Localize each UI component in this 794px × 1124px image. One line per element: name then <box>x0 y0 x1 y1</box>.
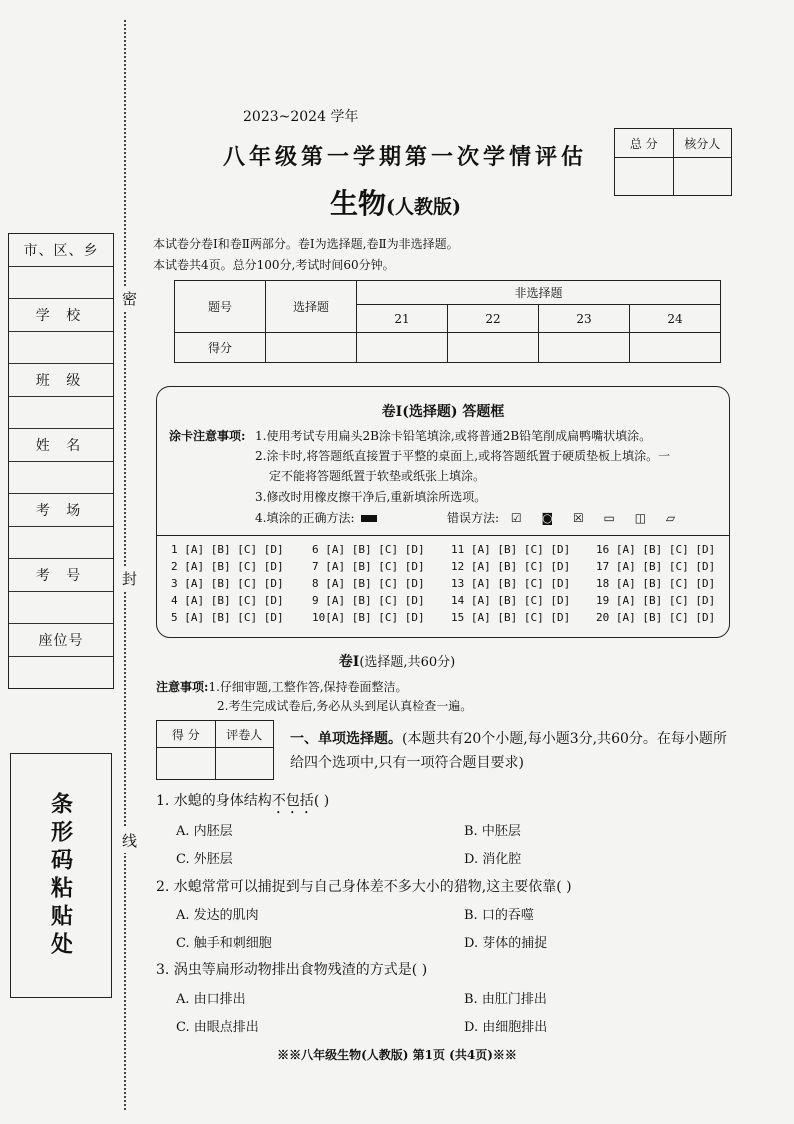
answer-row[interactable]: 3 [A] [B] [C] [D] <box>171 577 284 590</box>
q2-option-a[interactable]: A. 发达的肌肉 <box>176 908 259 923</box>
question-2-stem: 2. 水螅常常可以捕捉到与自己身体差不多大小的猎物,这主要依靠( ) <box>156 879 572 895</box>
total-score-cell[interactable] <box>615 158 674 195</box>
field-school-blank[interactable] <box>9 332 113 365</box>
answer-note-1: 1.使用考试专用扁头2B涂卡铅笔填涂,或将普通2B铅笔削成扁鸭嘴状填涂。 <box>255 429 652 443</box>
answer-row[interactable]: 17 [A] [B] [C] [D] <box>596 560 716 573</box>
field-room-blank[interactable] <box>9 527 113 560</box>
answer-row[interactable]: 13 [A] [B] [C] [D] <box>451 577 571 590</box>
field-district-blank[interactable] <box>9 267 113 300</box>
q3-option-c[interactable]: C. 由眼点排出 <box>176 1020 259 1035</box>
intro-line-1: 本试卷分卷Ⅰ和卷Ⅱ两部分。卷Ⅰ为选择题,卷Ⅱ为非选择题。 <box>153 237 459 251</box>
score-table-xuanze: 选择题 <box>266 281 357 333</box>
answer-row[interactable]: 9 [A] [B] [C] [D] <box>312 594 425 607</box>
part-one-desc: (本题共有20个小题,每小题3分,共60分。在每小题所给四个选项中,只有一项符合题目要求) <box>290 731 727 771</box>
q1-stem-b: ( ) <box>313 793 330 809</box>
answer-row[interactable]: 7 [A] [B] [C] [D] <box>312 560 425 573</box>
barcode-label: 条形码粘贴处 <box>47 791 74 960</box>
score-cell-xuanze[interactable] <box>266 333 357 363</box>
mark-score-cell[interactable] <box>157 748 216 779</box>
subject-title <box>330 182 461 222</box>
answer-row[interactable]: 15 [A] [B] [C] [D] <box>451 611 571 624</box>
answer-row[interactable]: 11 [A] [B] [C] [D] <box>451 543 571 556</box>
binding-line <box>124 20 126 1110</box>
q2-option-d[interactable]: D. 芽体的捕捉 <box>464 936 548 951</box>
binding-word-mi: 密 <box>122 286 137 311</box>
score-table-col-22: 22 <box>448 305 539 333</box>
partial-fill-icon: ◫ <box>634 511 647 525</box>
score-cell-22[interactable] <box>448 333 539 363</box>
attention-line-1 <box>156 678 408 695</box>
field-room: 考 场 <box>9 494 113 527</box>
part-one-title: 一、单项选择题。 <box>290 731 402 747</box>
answer-row[interactable]: 4 [A] [B] [C] [D] <box>171 594 284 607</box>
q1-option-a[interactable]: A. 内胚层 <box>176 824 233 839</box>
binding-word-feng: 封 <box>122 566 137 591</box>
answer-box-title: 卷Ⅰ(选择题) 答题框 <box>381 404 505 420</box>
answer-row[interactable]: 12 [A] [B] [C] [D] <box>451 560 571 573</box>
wrong-methods <box>447 509 691 526</box>
subject-name: 生物 <box>330 187 387 220</box>
q1-option-d[interactable]: D. 消化腔 <box>464 852 522 867</box>
attention-note-1: 1.仔细审题,工整作答,保持卷面整洁。 <box>208 680 408 694</box>
mark-marker-cell[interactable] <box>216 748 274 779</box>
answer-row[interactable]: 20 [A] [B] [C] [D] <box>596 611 716 624</box>
answer-row[interactable]: 14 [A] [B] [C] [D] <box>451 594 571 607</box>
score-table-feixuanze: 非选择题 <box>357 281 721 305</box>
field-school: 学 校 <box>9 299 113 332</box>
answer-column-3 <box>451 543 591 628</box>
checker-cell[interactable] <box>674 158 732 195</box>
field-district: 市、区、乡 <box>9 234 113 267</box>
score-table-defen: 得分 <box>175 333 266 363</box>
page-footer: ※※八年级生物(人教版) 第1页 (共4页)※※ <box>277 1048 517 1062</box>
q3-option-d[interactable]: D. 由细胞排出 <box>464 1020 548 1035</box>
school-year: 2023~2024 学年 <box>243 109 359 125</box>
q2-option-b[interactable]: B. 口的吞噬 <box>464 908 534 923</box>
barcode-area <box>10 753 112 998</box>
total-score-label: 总 分 <box>615 129 674 157</box>
section-title: 卷Ⅰ <box>338 654 360 670</box>
answer-note-label: 涂卡注意事项: <box>169 429 246 443</box>
answer-box <box>156 386 730 638</box>
line-box-icon: ▭ <box>603 511 615 525</box>
binding-word-xian: 线 <box>122 828 137 853</box>
q3-option-b[interactable]: B. 由肛门排出 <box>464 992 547 1007</box>
question-1-stem <box>156 790 329 817</box>
score-table-tihao: 题号 <box>175 281 266 333</box>
part-one-instructions <box>290 727 740 775</box>
attention-note-2: 2.考生完成试卷后,务必从头到尾认真检查一遍。 <box>217 699 473 713</box>
correct-method-label: 4.填涂的正确方法: <box>255 511 355 525</box>
student-info-column <box>8 233 114 689</box>
answer-note-2: 2.涂卡时,将答题纸直接置于平整的桌面上,或将答题纸置于硬质垫板上填涂。一 <box>255 449 671 463</box>
score-table-col-24: 24 <box>630 305 721 333</box>
answer-note-2b: 定不能将答题纸置于软垫或纸张上填涂。 <box>269 469 486 483</box>
field-class-blank[interactable] <box>9 397 113 430</box>
answer-row[interactable]: 1 [A] [B] [C] [D] <box>171 543 284 556</box>
score-cell-23[interactable] <box>539 333 630 363</box>
field-seat: 座位号 <box>9 624 113 657</box>
answer-row[interactable]: 6 [A] [B] [C] [D] <box>312 543 425 556</box>
answer-row[interactable]: 19 [A] [B] [C] [D] <box>596 594 716 607</box>
answer-row[interactable]: 16 [A] [B] [C] [D] <box>596 543 716 556</box>
ring-fill-icon: ◙ <box>541 511 554 525</box>
q1-option-c[interactable]: C. 外胚层 <box>176 852 233 867</box>
mark-box <box>156 720 274 780</box>
correct-fill-icon <box>361 515 377 522</box>
total-score-box <box>614 128 732 196</box>
score-table <box>174 280 721 363</box>
score-table-col-21: 21 <box>357 305 448 333</box>
checker-label: 核分人 <box>684 136 721 151</box>
field-class: 班 级 <box>9 364 113 397</box>
score-cell-21[interactable] <box>357 333 448 363</box>
answer-note-4 <box>255 509 377 526</box>
score-table-col-23: 23 <box>539 305 630 333</box>
mark-marker-label: 评卷人 <box>226 727 263 742</box>
answer-column-2 <box>312 543 452 628</box>
q1-stem-emphasis: 不包括 <box>271 793 314 809</box>
q1-option-b[interactable]: B. 中胚层 <box>464 824 521 839</box>
answer-box-divider <box>157 535 729 536</box>
field-exam-no-blank[interactable] <box>9 592 113 625</box>
field-name-blank[interactable] <box>9 462 113 495</box>
question-3-stem: 3. 涡虫等扁形动物排出食物残渣的方式是( ) <box>156 962 428 978</box>
edition: (人教版) <box>386 196 461 218</box>
field-name: 姓 名 <box>9 429 113 462</box>
mark-score-label: 得 分 <box>157 721 216 747</box>
cross-box-icon: ☒ <box>572 511 584 525</box>
answer-note-3: 3.修改时用橡皮擦干净后,重新填涂所选项。 <box>255 490 487 504</box>
section-heading <box>0 651 794 671</box>
answer-column-1 <box>171 543 311 628</box>
exam-title: 八年级第一学期第一次学情评估 <box>223 144 588 170</box>
answer-column-4 <box>596 543 736 628</box>
answer-row[interactable]: 10[A] [B] [C] [D] <box>312 611 425 624</box>
field-exam-no: 考 号 <box>9 559 113 592</box>
attention-label: 注意事项: <box>156 680 209 694</box>
answer-row[interactable]: 5 [A] [B] [C] [D] <box>171 611 284 624</box>
wrong-method-label: 错误方法: <box>447 511 500 525</box>
check-mark-icon: ☑ <box>510 511 522 525</box>
intro-line-2: 本试卷共4页。总分100分,考试时间60分钟。 <box>153 258 395 272</box>
answer-row[interactable]: 2 [A] [B] [C] [D] <box>171 560 284 573</box>
answer-row[interactable]: 18 [A] [B] [C] [D] <box>596 577 716 590</box>
q1-stem-a: 1. 水螅的身体结构 <box>156 793 272 809</box>
answer-row[interactable]: 8 [A] [B] [C] [D] <box>312 577 425 590</box>
score-cell-24[interactable] <box>630 333 721 363</box>
q3-option-a[interactable]: A. 由口排出 <box>176 992 246 1007</box>
slash-box-icon: ▱ <box>665 511 676 525</box>
q2-option-c[interactable]: C. 触手和刺细胞 <box>176 936 272 951</box>
section-sub: (选择题,共60分) <box>359 655 456 670</box>
